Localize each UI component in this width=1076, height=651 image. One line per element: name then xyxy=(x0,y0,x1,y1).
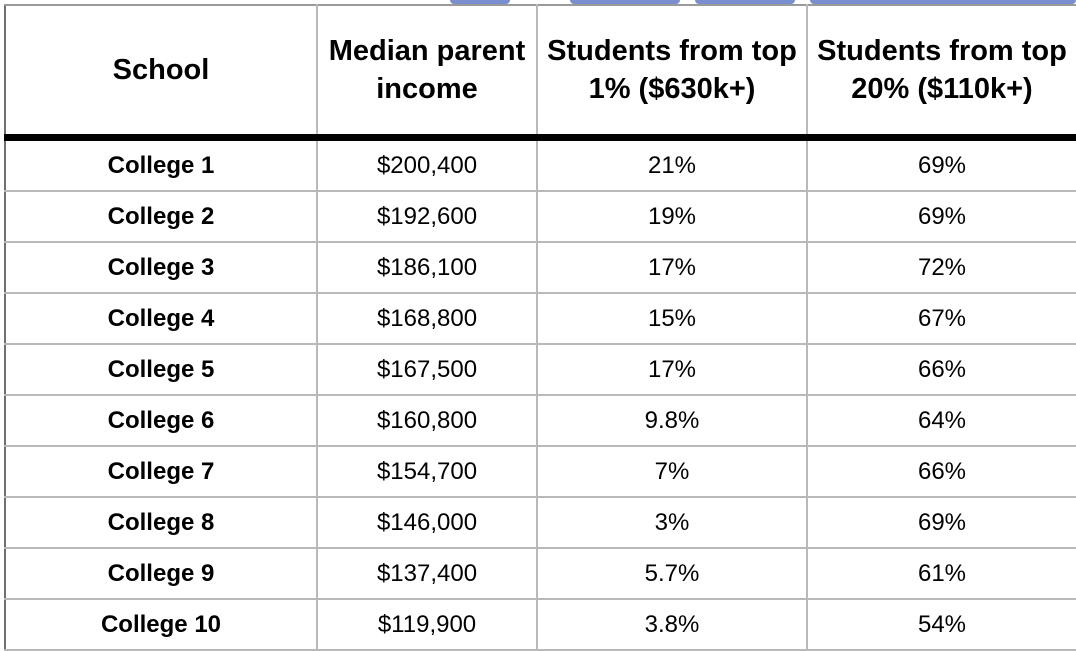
school-cell: College 6 xyxy=(5,395,317,446)
school-cell: College 4 xyxy=(5,293,317,344)
header-school-line-1: School xyxy=(112,54,210,86)
header-row xyxy=(5,5,1076,138)
top-1-percent-cell: 17% xyxy=(537,242,807,293)
top-20-percent-cell: 64% xyxy=(807,395,1076,446)
school-cell: College 9 xyxy=(5,548,317,599)
table-row xyxy=(5,548,1076,599)
median-income-cell: $200,400 xyxy=(317,138,537,192)
median-income-cell: $168,800 xyxy=(317,293,537,344)
school-cell: College 7 xyxy=(5,446,317,497)
top-1-percent-cell: 3% xyxy=(537,497,807,548)
top-20-percent-cell: 66% xyxy=(807,344,1076,395)
table-row xyxy=(5,138,1076,192)
header-top20-line-2: 20% ($110k+) xyxy=(851,73,1033,105)
table-row xyxy=(5,293,1076,344)
header-median-parent-income xyxy=(317,5,537,138)
median-income-cell: $137,400 xyxy=(317,548,537,599)
table-row xyxy=(5,497,1076,548)
table-row xyxy=(5,242,1076,293)
top-1-percent-cell: 3.8% xyxy=(537,599,807,650)
header-top20-line-1: Students from top xyxy=(817,35,1067,67)
header-school xyxy=(5,5,317,138)
college-income-table xyxy=(4,4,1076,651)
header-top-20-percent xyxy=(807,5,1076,138)
top-20-percent-cell: 67% xyxy=(807,293,1076,344)
school-cell: College 2 xyxy=(5,191,317,242)
table-row xyxy=(5,191,1076,242)
table-row xyxy=(5,344,1076,395)
school-cell: College 3 xyxy=(5,242,317,293)
median-income-cell: $154,700 xyxy=(317,446,537,497)
table-row xyxy=(5,446,1076,497)
top-1-percent-cell: 5.7% xyxy=(537,548,807,599)
top-20-percent-cell: 69% xyxy=(807,191,1076,242)
top-1-percent-cell: 21% xyxy=(537,138,807,192)
median-income-cell: $160,800 xyxy=(317,395,537,446)
header-median-line-2: income xyxy=(376,73,478,105)
top-1-percent-cell: 9.8% xyxy=(537,395,807,446)
top-1-percent-cell: 7% xyxy=(537,446,807,497)
median-income-cell: $192,600 xyxy=(317,191,537,242)
top-20-percent-cell: 66% xyxy=(807,446,1076,497)
header-median-line-1: Median parent xyxy=(328,35,526,67)
table-row xyxy=(5,599,1076,650)
header-top-1-percent xyxy=(537,5,807,138)
top-1-percent-cell: 15% xyxy=(537,293,807,344)
school-cell: College 1 xyxy=(5,138,317,192)
top-1-percent-cell: 17% xyxy=(537,344,807,395)
top-20-percent-cell: 69% xyxy=(807,497,1076,548)
header-top1-line-1: Students from top xyxy=(547,35,797,67)
top-20-percent-cell: 69% xyxy=(807,138,1076,192)
top-20-percent-cell: 61% xyxy=(807,548,1076,599)
top-1-percent-cell: 19% xyxy=(537,191,807,242)
median-income-cell: $119,900 xyxy=(317,599,537,650)
median-income-cell: $146,000 xyxy=(317,497,537,548)
top-20-percent-cell: 54% xyxy=(807,599,1076,650)
median-income-cell: $186,100 xyxy=(317,242,537,293)
table-row xyxy=(5,395,1076,446)
school-cell: College 5 xyxy=(5,344,317,395)
school-cell: College 8 xyxy=(5,497,317,548)
median-income-cell: $167,500 xyxy=(317,344,537,395)
school-cell: College 10 xyxy=(5,599,317,650)
header-top1-line-2: 1% ($630k+) xyxy=(588,73,756,105)
top-20-percent-cell: 72% xyxy=(807,242,1076,293)
